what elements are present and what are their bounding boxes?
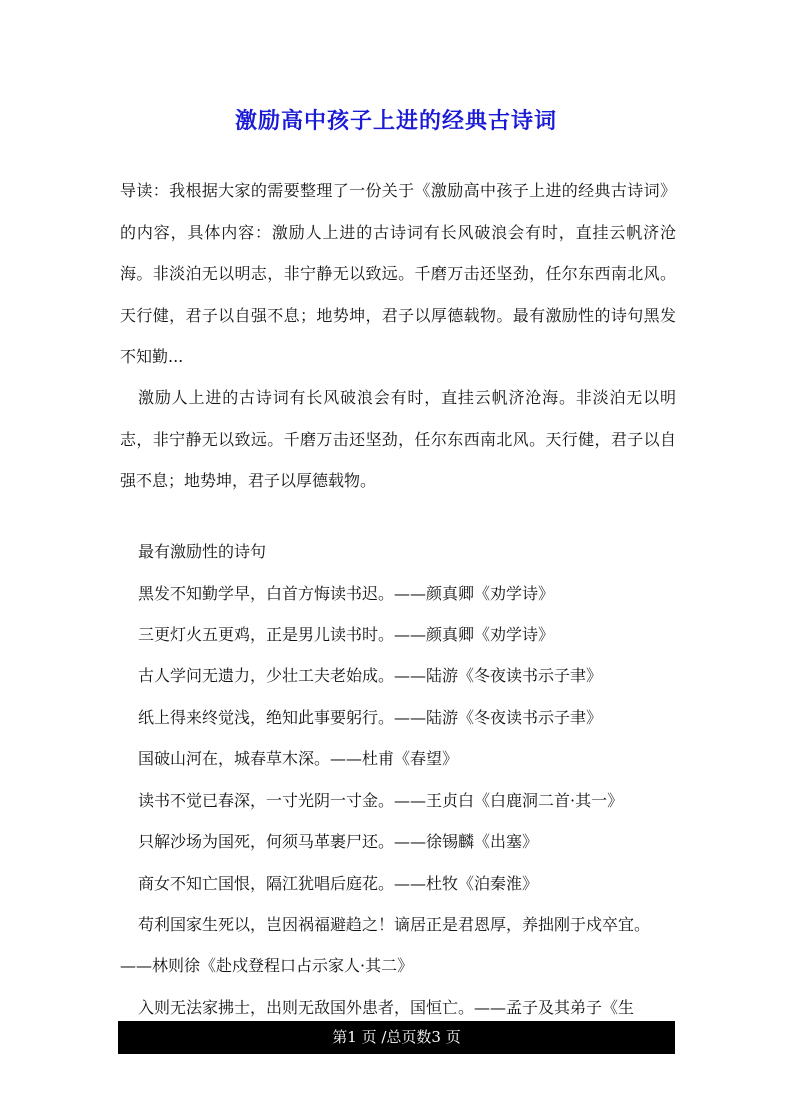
section-heading: 最有激励性的诗句 (138, 542, 267, 561)
quote-line: 纸上得来终觉浅，绝知此事要躬行。——陆游《冬夜读书示子聿》 (138, 708, 603, 727)
body-paragraph: 激励人上进的古诗词有长风破浪会有时，直挂云帆济沧海。非淡泊无以明志，非宁静无以致远。千磨万击还坚劲，任尔东西南北风。天行健，君子以自强不息；地势坤，君子以厚德载物。 (120, 388, 676, 490)
quote-line: 古人学问无遗力，少壮工夫老始成。——陆游《冬夜读书示子聿》 (138, 666, 603, 685)
quote-line: 三更灯火五更鸡，正是男儿读书时。——颜真卿《劝学诗》 (138, 625, 555, 644)
page-footer: 第1 页 /总页数3 页 (118, 1021, 675, 1054)
quote-line: 只解沙场为国死，何须马革裹尸还。——徐锡麟《出塞》 (138, 832, 539, 851)
quote-line: 国破山河在，城春草木深。——杜甫《春望》 (138, 749, 459, 768)
quote-line: 读书不觉已春深，一寸光阴一寸金。——王贞白《白鹿洞二首·其一》 (138, 791, 624, 810)
document-title: 激励高中孩子上进的经典古诗词 (234, 108, 557, 134)
quote-line: 黑发不知勤学早，白首方悔读书迟。——颜真卿《劝学诗》 (138, 584, 555, 603)
quote-line: ——林则徐《赴戍登程口占示家人·其二》 (120, 956, 414, 975)
quote-line: 商女不知亡国恨，隔江犹唱后庭花。——杜牧《泊秦淮》 (138, 874, 539, 893)
quote-line: 入则无法家拂士，出则无敌国外患者，国恒亡。——孟子及其弟子《生 (138, 998, 635, 1017)
quote-line: 苟利国家生死以，岂因祸福避趋之！谪居正是君恩厚，养拙刚于戍卒宜。 (138, 915, 651, 934)
intro-paragraph: 导读：我根据大家的需要整理了一份关于《激励高中孩子上进的经典古诗词》的内容，具体内容：激励人上进的古诗词有长风破浪会有时，直挂云帆济沧海。非淡泊无以明志，非宁静无以致远。千磨万击还坚劲，任尔东西南北风。天行健，君子以自强不息；地势坤，君子以厚德载物。最有激励性的诗句黑发不知勤... (120, 181, 676, 366)
